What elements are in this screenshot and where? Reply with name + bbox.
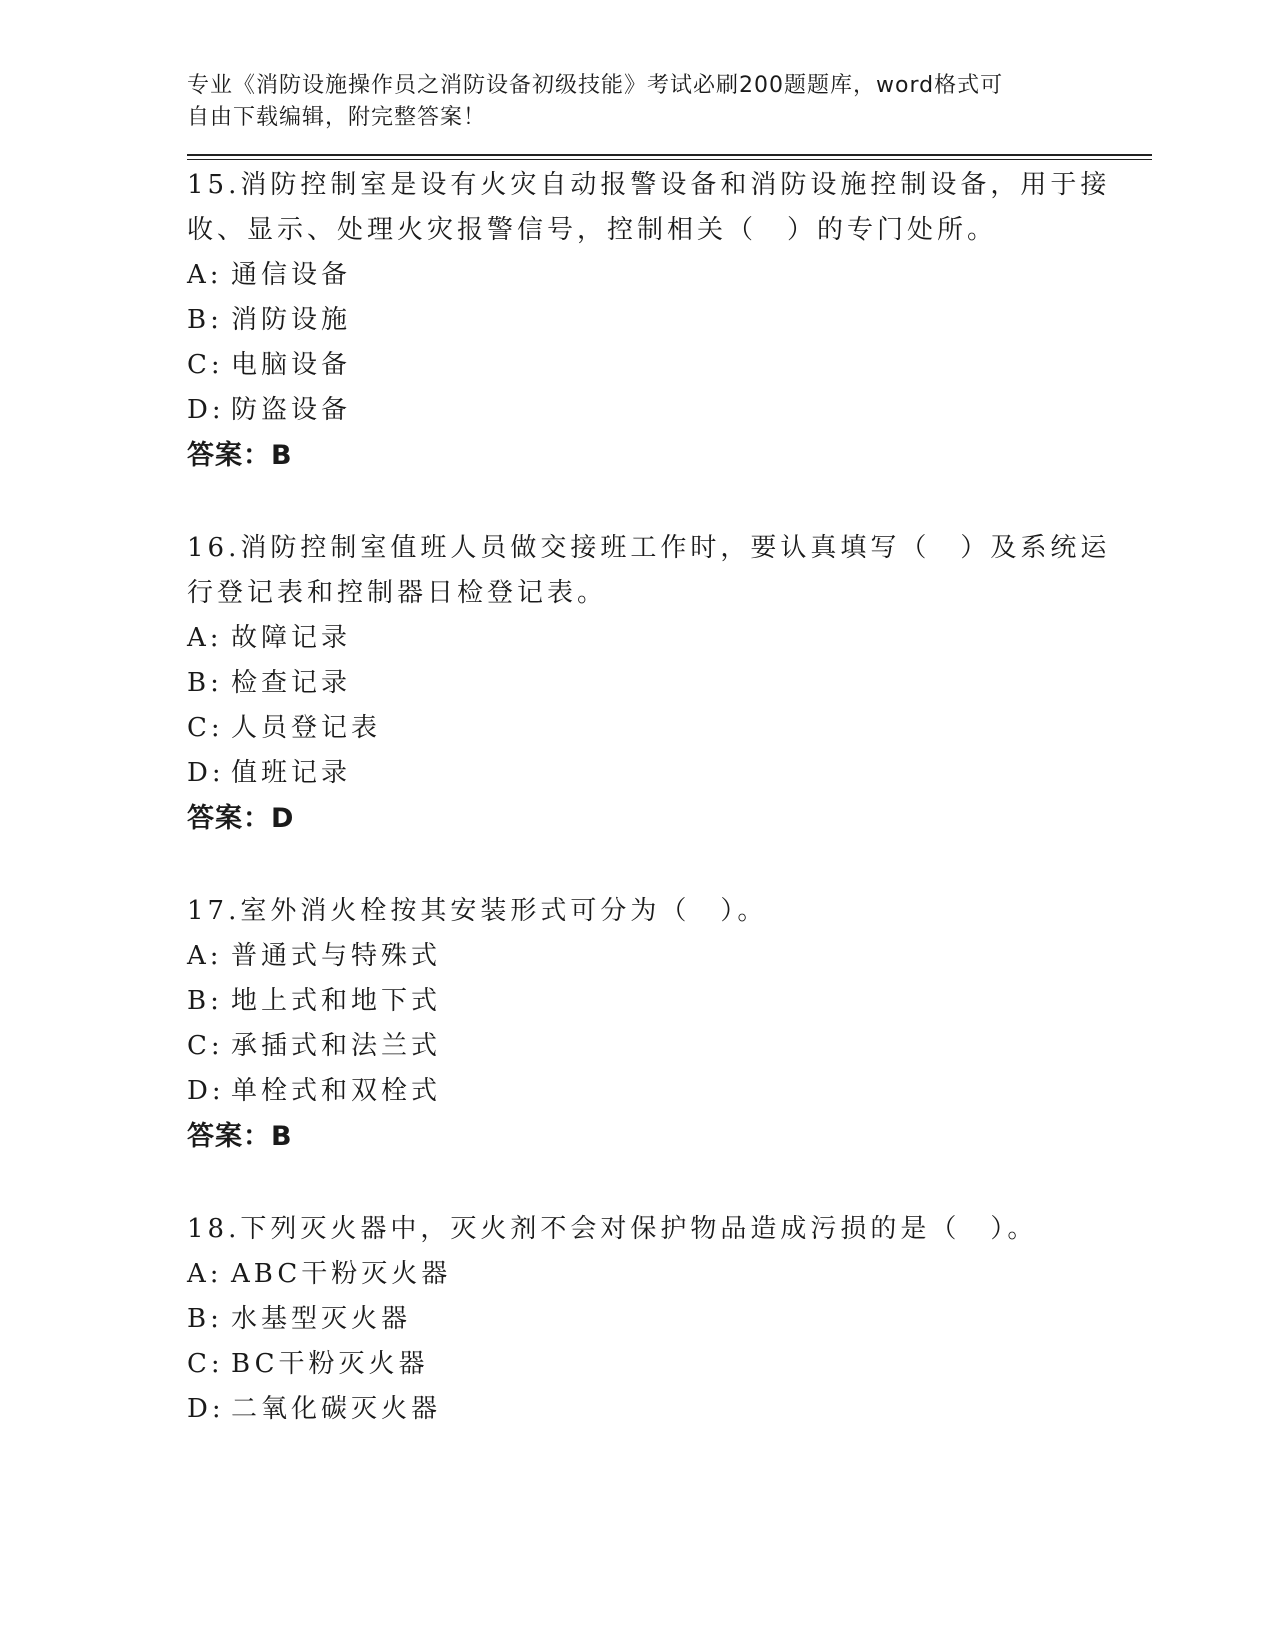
option-a bbox=[187, 1252, 1152, 1297]
option-c bbox=[187, 343, 1152, 388]
option-label: C: bbox=[187, 1349, 224, 1379]
option-text: ABC干粉灭火器 bbox=[231, 1259, 452, 1289]
question-18 bbox=[187, 1207, 1152, 1432]
question-stem bbox=[187, 1207, 1152, 1252]
header-line: 专业《消防设施操作员之消防设备初级技能》考试必刷200题题库，word格式可 bbox=[187, 73, 1004, 98]
option-d bbox=[187, 1387, 1152, 1432]
question-stem-line: 行登记表和控制器日检登记表。 bbox=[187, 578, 608, 608]
option-label: C: bbox=[187, 713, 224, 743]
option-text: 地上式和地下式 bbox=[231, 986, 442, 1016]
option-text: 防盗设备 bbox=[231, 395, 352, 425]
header-divider bbox=[187, 154, 1152, 160]
option-d bbox=[187, 388, 1152, 433]
question-list bbox=[187, 163, 1152, 1432]
option-b bbox=[187, 1297, 1152, 1342]
question-stem-line: 17.室外消火栓按其安装形式可分为（ ）。 bbox=[187, 896, 768, 926]
option-b bbox=[187, 661, 1152, 706]
option-label: D: bbox=[187, 1076, 225, 1106]
option-label: A: bbox=[187, 260, 223, 290]
option-text: 二氧化碳灭火器 bbox=[231, 1394, 442, 1424]
answer-line: 答案：D bbox=[187, 803, 295, 834]
option-label: D: bbox=[187, 395, 225, 425]
option-label: B: bbox=[187, 305, 223, 335]
option-label: B: bbox=[187, 1304, 223, 1334]
option-label: C: bbox=[187, 350, 224, 380]
option-c bbox=[187, 1024, 1152, 1069]
question-16 bbox=[187, 526, 1152, 841]
answer-line: 答案：B bbox=[187, 1121, 293, 1152]
option-c bbox=[187, 1342, 1152, 1387]
option-label: A: bbox=[187, 941, 223, 971]
option-text: 值班记录 bbox=[231, 758, 352, 788]
option-text: 通信设备 bbox=[231, 260, 352, 290]
document-header bbox=[187, 70, 1152, 134]
option-text: 电脑设备 bbox=[231, 350, 352, 380]
option-label: B: bbox=[187, 986, 223, 1016]
document-page bbox=[187, 70, 1152, 1480]
option-a bbox=[187, 253, 1152, 298]
option-c bbox=[187, 706, 1152, 751]
option-a bbox=[187, 616, 1152, 661]
question-stem-line: 收、显示、处理火灾报警信号，控制相关（ ）的专门处所。 bbox=[187, 215, 998, 245]
question-stem bbox=[187, 163, 1152, 253]
option-d bbox=[187, 1069, 1152, 1114]
header-line: 自由下载编辑，附完整答案！ bbox=[187, 105, 487, 130]
option-d bbox=[187, 751, 1152, 796]
option-text: 承插式和法兰式 bbox=[231, 1031, 442, 1061]
option-text: 水基型灭火器 bbox=[231, 1304, 412, 1334]
question-stem-line: 15.消防控制室是设有火灾自动报警设备和消防设施控制设备，用于接 bbox=[187, 170, 1111, 200]
option-label: A: bbox=[187, 623, 223, 653]
question-stem bbox=[187, 526, 1152, 616]
option-label: A: bbox=[187, 1259, 223, 1289]
option-b bbox=[187, 298, 1152, 343]
option-text: BC干粉灭火器 bbox=[231, 1349, 429, 1379]
answer-line: 答案：B bbox=[187, 440, 293, 471]
option-label: C: bbox=[187, 1031, 224, 1061]
option-text: 检查记录 bbox=[231, 668, 352, 698]
question-stem bbox=[187, 889, 1152, 934]
question-15 bbox=[187, 163, 1152, 478]
option-text: 消防设施 bbox=[231, 305, 352, 335]
option-text: 普通式与特殊式 bbox=[231, 941, 442, 971]
question-17 bbox=[187, 889, 1152, 1159]
option-text: 故障记录 bbox=[231, 623, 352, 653]
option-b bbox=[187, 979, 1152, 1024]
option-text: 单栓式和双栓式 bbox=[231, 1076, 442, 1106]
option-text: 人员登记表 bbox=[231, 713, 382, 743]
option-a bbox=[187, 934, 1152, 979]
option-label: D: bbox=[187, 1394, 225, 1424]
option-label: B: bbox=[187, 668, 223, 698]
option-label: D: bbox=[187, 758, 225, 788]
question-stem-line: 18.下列灭火器中，灭火剂不会对保护物品造成污损的是（ ）。 bbox=[187, 1214, 1038, 1244]
question-stem-line: 16.消防控制室值班人员做交接班工作时，要认真填写（ ）及系统运 bbox=[187, 533, 1111, 563]
